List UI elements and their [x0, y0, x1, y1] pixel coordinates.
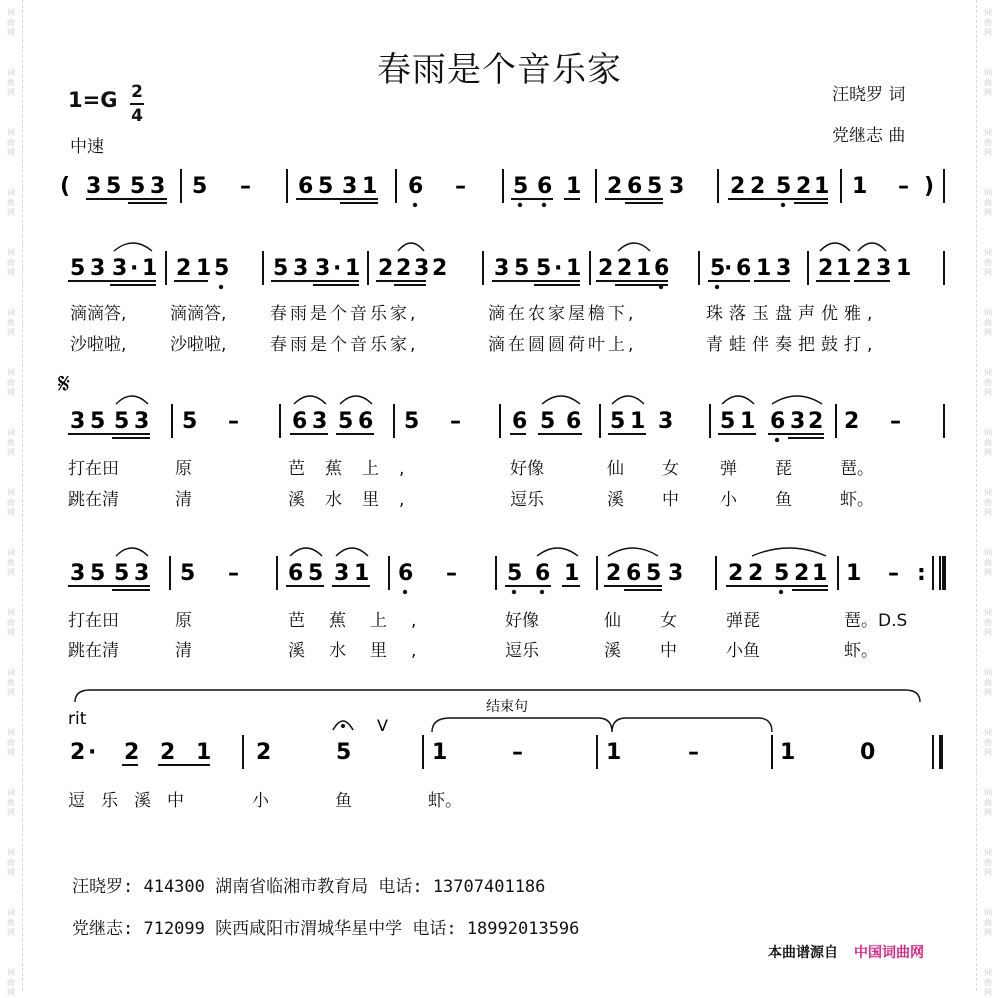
note: 2 — [378, 256, 394, 281]
slur — [340, 396, 372, 404]
lyric-segment: 溪 — [607, 490, 624, 510]
note: 2 — [730, 174, 746, 199]
lyric-segment: 逗乐 — [510, 490, 544, 510]
note: 6 — [626, 561, 642, 586]
note: 5 — [514, 256, 530, 281]
note: 3 — [876, 256, 892, 281]
note: 1 — [362, 174, 378, 199]
lyric-segment: 好像 — [505, 611, 539, 631]
lyric-segment: 好像 — [510, 459, 544, 479]
note: – — [688, 740, 699, 765]
watermark-text: 词 曲 网 — [984, 668, 992, 697]
note: 5 — [647, 174, 663, 199]
note: 2 — [124, 740, 140, 765]
note: 3 — [90, 256, 106, 281]
slur — [608, 548, 658, 556]
lyric-segment: 原 — [175, 459, 192, 479]
lyric-segment: 清 — [175, 490, 192, 510]
note: 6 — [358, 409, 374, 434]
octave-dot — [781, 203, 785, 207]
watermark-text: 词 曲 网 — [7, 668, 15, 697]
note: 2 — [607, 174, 623, 199]
watermark-text: 词 曲 网 — [984, 8, 992, 37]
lyric-segment: 滴滴答, — [170, 304, 227, 324]
octave-dot — [512, 590, 516, 594]
note: 6 — [736, 256, 752, 281]
slur — [336, 548, 368, 556]
lyric-segment: 芭蕉上, — [288, 459, 425, 479]
lyric-segment: 琶。D.S — [844, 611, 908, 631]
note: 6 — [408, 174, 424, 199]
note: : — [917, 561, 926, 586]
lyric-segment: 女 — [660, 611, 677, 631]
note: 5 — [180, 561, 196, 586]
note: 2 — [728, 561, 744, 586]
octave-dot — [219, 285, 223, 289]
lyric-segment: 琶。 — [840, 459, 874, 479]
note: 2 — [794, 561, 810, 586]
note: 2 — [750, 174, 766, 199]
lyric-segment: 春雨是个音乐家, — [270, 335, 419, 355]
note: 3 — [658, 409, 674, 434]
note: ) — [924, 174, 935, 199]
contact-lyricist: 汪晓罗: 414300 湖南省临湘市教育局 电话: 13707401186 — [72, 877, 546, 897]
watermark-text: 词 曲 网 — [7, 368, 15, 397]
slur — [398, 243, 424, 251]
note: 1 — [896, 256, 912, 281]
watermark-text: 词 曲 网 — [984, 248, 992, 277]
note: 5 — [273, 256, 289, 281]
octave-dot — [715, 285, 719, 289]
lyric-segment: 逗乐溪中 — [68, 791, 200, 811]
note: 3 — [669, 174, 685, 199]
ending-label: 结束句 — [486, 699, 528, 715]
slur — [752, 548, 826, 556]
note: 2 — [606, 561, 622, 586]
note: 1 — [780, 740, 796, 765]
note: 6 — [537, 174, 553, 199]
watermark-text: 词 曲 网 — [984, 728, 992, 757]
fermata-dot — [341, 724, 345, 728]
lyricist-credit: 汪晓罗 词 — [832, 85, 906, 105]
note: 1 — [836, 256, 852, 281]
note: 5 — [338, 409, 354, 434]
note: 3 — [414, 256, 430, 281]
note: 5 — [404, 409, 420, 434]
octave-dot — [542, 203, 546, 207]
lyric-segment: 小 — [252, 791, 269, 811]
watermark-text: 词 曲 网 — [7, 548, 15, 577]
time-signature-top: 2 — [131, 82, 143, 102]
note: 3 — [668, 561, 684, 586]
note: 2 — [160, 740, 176, 765]
note: 1 — [756, 256, 772, 281]
note: – — [240, 174, 251, 199]
slur — [612, 396, 644, 404]
lyric-segment: 虾。 — [428, 791, 462, 811]
note: 0 — [860, 740, 876, 765]
note: 5 — [106, 174, 122, 199]
note: 6 — [535, 561, 551, 586]
lyric-segment: 虾。 — [840, 490, 874, 510]
watermark-text: 词 曲 网 — [7, 788, 15, 817]
watermark-text: 词 曲 网 — [984, 68, 992, 97]
slur — [858, 243, 886, 251]
slur — [542, 396, 580, 404]
note: · — [88, 740, 97, 765]
watermark-text: 词 曲 网 — [984, 488, 992, 517]
note: 6 — [298, 174, 314, 199]
watermark-text: 词 曲 网 — [7, 968, 15, 997]
watermark-text: 词 曲 网 — [7, 8, 15, 37]
lyric-segment: 女 — [662, 459, 679, 479]
note: 2 — [598, 256, 614, 281]
watermark-text: 词 曲 网 — [7, 908, 15, 937]
lyric-segment: 中 — [662, 490, 679, 510]
tie-bracket — [432, 718, 772, 732]
watermark-text: 词 曲 网 — [7, 608, 15, 637]
lyric-segment: 春雨是个音乐家, — [270, 304, 419, 324]
octave-dot — [775, 438, 779, 442]
note: 3 — [86, 174, 102, 199]
note: 5 — [308, 561, 324, 586]
lyric-segment: 跳在清 — [68, 490, 119, 510]
lyric-segment: 清 — [175, 641, 192, 661]
note: 5 — [646, 561, 662, 586]
octave-dot — [403, 590, 407, 594]
lyric-segment: 鱼 — [775, 490, 792, 510]
contact-composer: 党继志: 712099 陕西咸阳市渭城华星中学 电话: 18992013596 — [72, 919, 580, 939]
watermark-text: 词 曲 网 — [984, 368, 992, 397]
note: 1 — [630, 409, 646, 434]
note: 6 — [770, 409, 786, 434]
song-title: 春雨是个音乐家 — [377, 50, 622, 90]
note: 5 — [214, 256, 230, 281]
lyric-segment: 滴滴答, — [70, 304, 127, 324]
note: 2 — [818, 256, 834, 281]
note: 2 — [796, 174, 812, 199]
note: – — [446, 561, 457, 586]
note: 1 — [852, 174, 868, 199]
watermark-text: 词 曲 网 — [7, 128, 15, 157]
slur — [114, 243, 152, 251]
note: 6 — [398, 561, 414, 586]
note: 5 — [90, 561, 106, 586]
lyric-segment: 芭蕉上, — [288, 611, 441, 631]
key-signature: 1=G — [68, 88, 118, 112]
note: 2 — [256, 740, 272, 765]
note: 3 — [134, 561, 150, 586]
note: 3 — [790, 409, 806, 434]
watermark-text: 词 曲 网 — [984, 608, 992, 637]
note: 5 — [536, 256, 552, 281]
slur — [116, 396, 148, 404]
note: 3 — [134, 409, 150, 434]
watermark-text: 词 曲 网 — [984, 908, 992, 937]
lyric-segment: 弹 — [720, 459, 737, 479]
note: 5 — [540, 409, 556, 434]
note: 2 — [844, 409, 860, 434]
note: 5 — [114, 561, 130, 586]
note: 5 — [610, 409, 626, 434]
slur — [722, 396, 754, 404]
watermark-text: 词 曲 网 — [984, 188, 992, 217]
note: · — [333, 256, 342, 281]
note: 1 — [812, 561, 828, 586]
breath-mark: V — [377, 716, 388, 735]
note: 3 — [342, 174, 358, 199]
source-brand[interactable]: 中国词曲网 — [854, 945, 924, 961]
note: 1 — [566, 174, 582, 199]
source-credit — [768, 942, 924, 962]
note: 6 — [512, 409, 528, 434]
note: 5 — [130, 174, 146, 199]
slur — [290, 548, 322, 556]
note: 3 — [70, 409, 86, 434]
watermark-text: 词 曲 网 — [984, 848, 992, 877]
lyric-segment: 沙啦啦, — [70, 335, 127, 355]
watermark-text: 词 曲 网 — [984, 968, 992, 997]
slur — [618, 243, 650, 251]
watermark-text: 词 曲 网 — [984, 428, 992, 457]
lyric-segment: 青蛙伴奏把鼓打, — [706, 335, 879, 355]
lyric-segment: 滴在圆圆荷叶上, — [488, 335, 637, 355]
note: 2 — [70, 740, 86, 765]
time-signature-bottom: 4 — [131, 106, 143, 126]
watermark-text: 词 曲 网 — [7, 848, 15, 877]
lyric-segment: 仙 — [604, 611, 621, 631]
octave-dot — [779, 590, 783, 594]
source-label: 本曲谱源自 — [768, 945, 838, 961]
note: 1 — [345, 256, 361, 281]
note: 3 — [150, 174, 166, 199]
lyric-segment: 沙啦啦, — [170, 335, 227, 355]
note: 5 — [336, 740, 352, 765]
octave-dot — [540, 590, 544, 594]
lyric-segment: 滴在农家屋檐下, — [488, 304, 637, 324]
note: – — [890, 409, 901, 434]
note: – — [228, 409, 239, 434]
lyric-segment: 珠落玉盘声优雅, — [706, 304, 879, 324]
note: 6 — [288, 561, 304, 586]
composer-credit: 党继志 曲 — [832, 126, 906, 146]
watermark-text: 词 曲 网 — [7, 488, 15, 517]
lyric-segment: 鱼 — [335, 791, 352, 811]
lyric-segment: 跳在清 — [68, 641, 119, 661]
note: – — [228, 561, 239, 586]
slur — [820, 243, 850, 251]
note: 6 — [566, 409, 582, 434]
note: 5 — [710, 256, 726, 281]
slur — [537, 548, 578, 556]
note: 5 — [776, 174, 792, 199]
lyric-segment: 溪水里, — [288, 490, 425, 510]
note: · — [554, 256, 563, 281]
note: 5 — [513, 174, 529, 199]
note: 3 — [70, 561, 86, 586]
note: – — [898, 174, 909, 199]
note: 3 — [293, 256, 309, 281]
lyric-segment: 小 — [720, 490, 737, 510]
note: 5 — [774, 561, 790, 586]
note: 5 — [182, 409, 198, 434]
note: 2 — [432, 256, 448, 281]
watermark-text: 词 曲 网 — [984, 548, 992, 577]
note: 6 — [292, 409, 308, 434]
note: 5 — [90, 409, 106, 434]
note: 1 — [142, 256, 158, 281]
note: 3 — [112, 256, 128, 281]
note: 5 — [507, 561, 523, 586]
note: 2 — [396, 256, 412, 281]
note: 5 — [114, 409, 130, 434]
note: 3 — [312, 409, 328, 434]
note: 2 — [617, 256, 633, 281]
note: – — [455, 174, 466, 199]
watermark-text: 词 曲 网 — [7, 188, 15, 217]
lyric-segment: 打在田 — [68, 611, 119, 631]
note: – — [512, 740, 523, 765]
score-layer — [60, 169, 944, 769]
note: 1 — [354, 561, 370, 586]
rit-marking: rit — [68, 709, 87, 729]
octave-dot — [518, 203, 522, 207]
watermark-text: 词 曲 网 — [984, 308, 992, 337]
note: 3 — [315, 256, 331, 281]
lyric-segment: 溪水里, — [288, 641, 441, 661]
note: 3 — [776, 256, 792, 281]
segno-sign: 𝄋 — [58, 367, 71, 400]
note: 1 — [196, 256, 212, 281]
lyric-segment: 中 — [660, 641, 677, 661]
note: 1 — [432, 740, 448, 765]
note: 1 — [566, 256, 582, 281]
lyric-segment: 琵 — [775, 459, 792, 479]
tempo-marking: 中速 — [70, 137, 104, 157]
watermark-text: 词 曲 网 — [7, 428, 15, 457]
note: – — [450, 409, 461, 434]
note: 2 — [808, 409, 824, 434]
watermark-text: 词 曲 网 — [7, 308, 15, 337]
note: 5 — [318, 174, 334, 199]
note: · — [724, 256, 733, 281]
note: 1 — [196, 740, 212, 765]
lyric-segment: 打在田 — [68, 459, 119, 479]
note: 2 — [856, 256, 872, 281]
note: ( — [60, 174, 71, 199]
lyric-segment: 逗乐 — [505, 641, 539, 661]
note: 5 — [192, 174, 208, 199]
slur — [116, 548, 148, 556]
note: 1 — [636, 256, 652, 281]
note: 5 — [70, 256, 86, 281]
note: – — [888, 561, 899, 586]
slur — [294, 396, 326, 404]
note: 2 — [176, 256, 192, 281]
note: 6 — [627, 174, 643, 199]
lyric-segment: 溪 — [604, 641, 621, 661]
note: 5 — [720, 409, 736, 434]
note: 1 — [740, 409, 756, 434]
watermark-text: 词 曲 网 — [984, 788, 992, 817]
note: · — [130, 256, 139, 281]
note: 2 — [748, 561, 764, 586]
note: 1 — [846, 561, 862, 586]
watermark-text: 词 曲 网 — [7, 248, 15, 277]
lyric-segment: 仙 — [607, 459, 624, 479]
lyric-segment: 弹琵 — [726, 611, 760, 631]
lyric-segment: 虾。 — [844, 641, 878, 661]
lyric-segment: 原 — [175, 611, 192, 631]
note: 3 — [334, 561, 350, 586]
note: 1 — [564, 561, 580, 586]
watermark-text: 词 曲 网 — [7, 68, 15, 97]
note: 1 — [814, 174, 830, 199]
note: 6 — [654, 256, 670, 281]
note: 3 — [494, 256, 510, 281]
lyric-segment: 小鱼 — [726, 641, 760, 661]
watermark-text: 词 曲 网 — [7, 728, 15, 757]
watermark-text: 词 曲 网 — [984, 128, 992, 157]
slur — [772, 396, 822, 404]
note: 1 — [606, 740, 622, 765]
octave-dot — [413, 203, 417, 207]
